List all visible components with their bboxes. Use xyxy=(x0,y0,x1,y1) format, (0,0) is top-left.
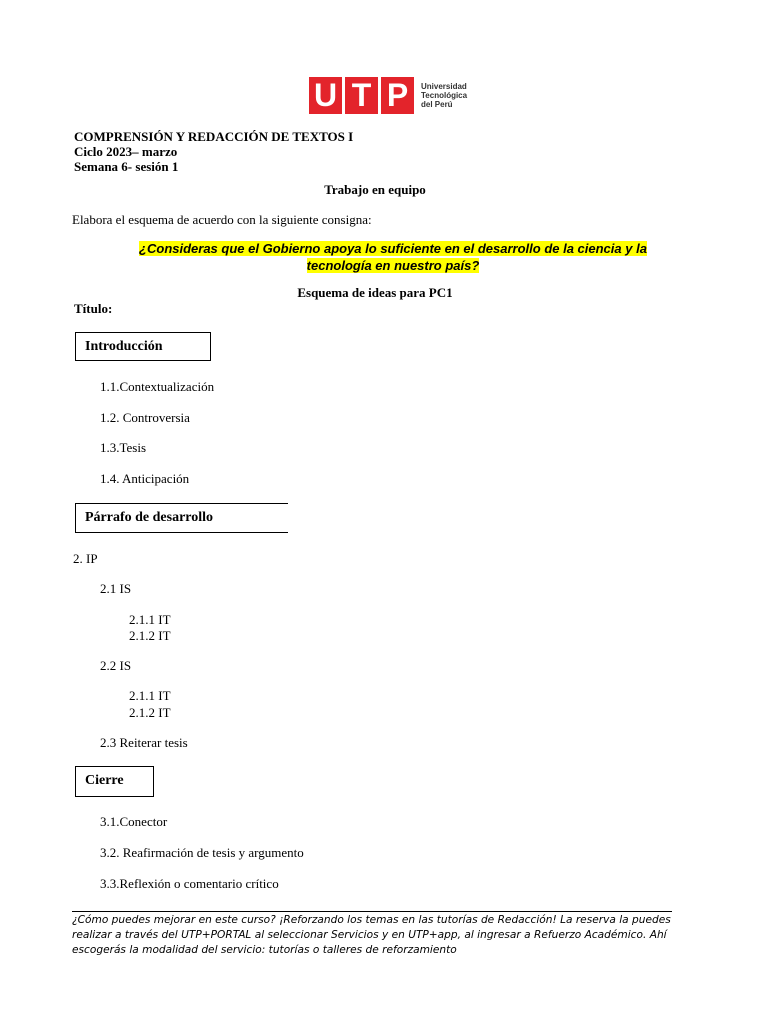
closing-item-2: 3.2. Reafirmación de tesis y argumento xyxy=(100,845,304,860)
section-intro-heading xyxy=(75,332,211,361)
logo-line-3: del Perú xyxy=(421,100,453,109)
intro-item-4: 1.4. Anticipación xyxy=(100,471,190,486)
development-is-2: 2.2 IS xyxy=(100,658,132,673)
section-closing-heading xyxy=(75,766,154,797)
logo-line-2: Tecnológica xyxy=(421,91,468,100)
closing-item-1: 3.1.Conector xyxy=(100,814,168,829)
course-title: COMPRENSIÓN Y REDACCIÓN DE TEXTOS I xyxy=(74,129,354,144)
utp-logo xyxy=(309,77,414,114)
section-closing-heading-text: Cierre xyxy=(85,773,124,788)
logo-letter-u: U xyxy=(309,77,342,114)
section-intro-heading-text: Introducción xyxy=(85,339,163,354)
development-is-2-item-1: 2.1.1 IT xyxy=(129,688,171,703)
cycle-label: Ciclo 2023– marzo xyxy=(74,144,178,159)
logo-university-name xyxy=(421,82,481,109)
question-line-2: tecnología en nuestro país? xyxy=(306,258,480,273)
intro-item-3: 1.3.Tesis xyxy=(100,440,147,455)
logo-letter-t: T xyxy=(345,77,378,114)
intro-item-1: 1.1.Contextualización xyxy=(100,379,215,394)
instruction-text: Elabora el esquema de acuerdo con la siguiente consigna: xyxy=(72,212,372,227)
development-is-2-item-2: 2.1.2 IT xyxy=(129,705,171,720)
closing-item-3: 3.3.Reflexión o comentario crítico xyxy=(100,876,279,891)
section-development-heading-text: Párrafo de desarrollo xyxy=(85,510,214,525)
section-development-heading xyxy=(75,503,288,533)
development-reiterate-thesis: 2.3 Reiterar tesis xyxy=(100,735,188,750)
title-label: Título: xyxy=(74,301,113,316)
intro-item-2: 1.2. Controversia xyxy=(100,410,190,425)
question-line-1: ¿Consideras que el Gobierno apoya lo suficiente en el desarrollo de la ciencia y la xyxy=(139,241,647,256)
development-is-1: 2.1 IS xyxy=(100,581,132,596)
footer-divider xyxy=(72,911,672,912)
development-ip: 2. IP xyxy=(73,551,98,566)
development-is-1-item-1: 2.1.1 IT xyxy=(129,612,171,627)
logo-letter-p: P xyxy=(381,77,414,114)
development-is-1-item-2: 2.1.2 IT xyxy=(129,628,171,643)
work-title: Trabajo en equipo xyxy=(324,182,426,197)
logo-line-1: Universidad xyxy=(421,82,467,91)
guiding-question xyxy=(100,240,686,274)
footer-note: ¿Cómo puedes mejorar en este curso? ¡Reforzando los temas en las tutorías de Redacción! La reserva la puedes realizar a través del UTP+PORTAL al seleccionar Servicios y en UTP+app, al ingresar a Refuerzo Académico. Ahí escogerás la modalidad del servicio: tutorías o talleres de reforzamiento xyxy=(72,914,671,956)
week-label: Semana 6- sesión 1 xyxy=(74,159,179,174)
outline-title: Esquema de ideas para PC1 xyxy=(297,285,453,300)
